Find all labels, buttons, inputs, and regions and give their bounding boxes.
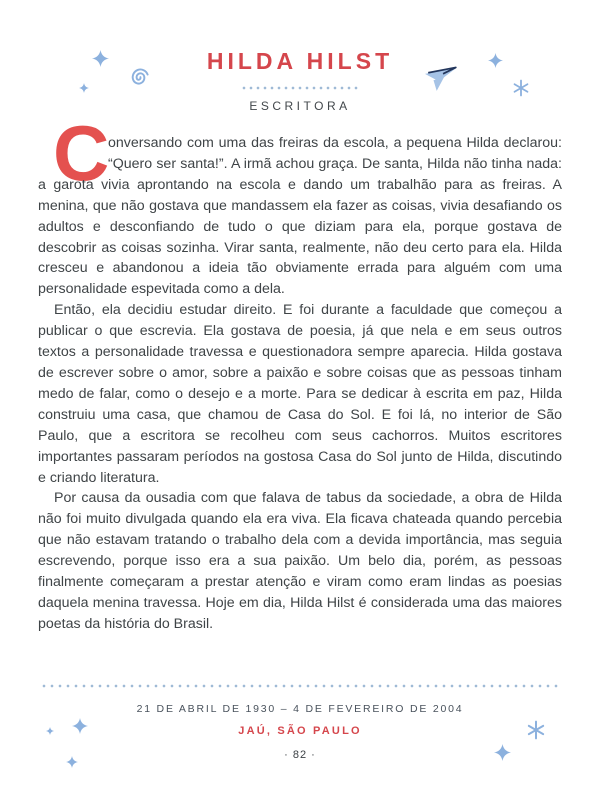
article-body [38, 109, 562, 635]
drop-cap: C [53, 109, 110, 197]
title-dotted-divider [241, 86, 359, 90]
lifespan-dates: 21 DE ABRIL DE 1930 – 4 DE FEVEREIRO DE 2004 [136, 703, 464, 715]
footer-dotted-divider [38, 684, 562, 688]
page-number: · 82 · [284, 749, 316, 761]
birthplace: JAÚ, SÃO PAULO [238, 725, 362, 737]
subtitle: ESCRITORA [249, 99, 351, 113]
paragraph-3: Por causa da ousadia com que falava de tabus da sociedade, a obra de Hilda não foi muito divulgada quando ela era viva. Ela ficava chateada quando percebia que não estavam tratando o trabalho dela com a devida importância, mas seguia escrevendo, porque isso era a sua paixão. Um belo dia, porém, as pessoas finalmente começaram a prestar atenção e viram como eram lindas as poesias daquela menina travessa. Hoje em dia, Hilda Hilst é considerada uma das maiores poetas da história do Brasil. [38, 490, 562, 632]
paragraph-1-text: onversando com uma das freiras da escola, a pequena Hilda declarou: “Quero ser santa!”. A irmã achou graça. De santa, Hilda não tinha nada: a garota vivia aprontando na escola e dando um trabalhão para as freiras. A menina, que não gostava que mandassem ela fazer as coisas, vivia desafiando os adultos e desconfiando de tudo o que diziam para ela, porque gostava de descobrir as coisas sozinha. Virar santa, realmente, não deu certo para ela. Hilda cresceu e abandonou a ideia tão obviamente errada para alguém com uma personalidade espevitada como a dela. [38, 135, 562, 298]
paragraph-1 [38, 109, 562, 300]
page-header [0, 48, 600, 113]
page-title: HILDA HILST [206, 48, 394, 74]
page-footer [0, 684, 600, 761]
paragraph-2: Então, ela decidiu estudar direito. E foi durante a faculdade que começou a publicar o que escrevia. Ela gostava de poesia, já que nela e em seus outros textos a personalidade travessa e questionadora sempre aparecia. Hilda gostava de escrever sobre o amor, sobre a paixão e sobre coisas que as pessoas tinham medo de falar, como o desejo e a morte. Para se dedicar à escrita em paz, Hilda construiu uma casa, que chamou de Casa do Sol. E foi lá, no interior de São Paulo, que a escritora se recolheu com seus cachorros. Muitos escritores importantes passaram períodos na gostosa Casa do Sol junto de Hilda, discutindo e criando literatura. [38, 302, 562, 486]
